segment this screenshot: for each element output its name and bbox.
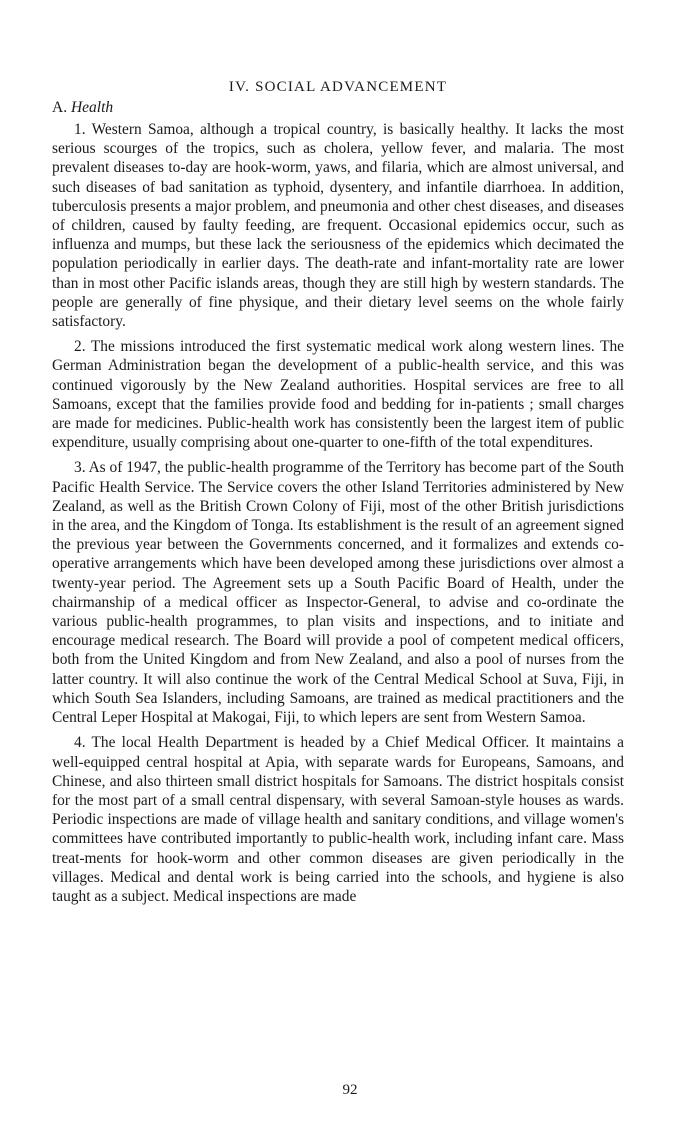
document-page [52, 78, 624, 912]
paragraph-2: 2. The missions introduced the first systematic medical work along western lines. The German Administration began the development of a public-health service, and this was continued vigorously by the New Zealand authorities. Hospital services are free to all Samoans, except that the families provide food and bedding for in-patients ; small charges are made for medicines. Public-health work has consistently been the largest item of public expenditure, usually comprising about one-quarter to one-fifth of the total expenditures. [52, 338, 624, 452]
subsection-title: Health [70, 99, 114, 116]
subsection-label: A. [52, 99, 68, 116]
paragraph-4: 4. The local Health Department is headed by a Chief Medical Officer. It maintains a well-equipped central hospital at Apia, with separate wards for Europeans, Samoans, and Chinese, and also thirteen small district hospitals for Samoans. The district hospitals consist for the most part of a small central dispensary, with several Samoan-style houses as wards. Periodic inspections are made of village health and sanitary conditions, and village women's committees have contributed importantly to public-health work, including infant care. Mass treat-ments for hook-worm and other common diseases are given periodically in the villages. Medical and dental work is being carried into the schools, and hygiene is also taught as a subject. Medical inspections are made [52, 734, 624, 905]
paragraph-1: 1. Western Samoa, although a tropical country, is basically healthy. It lacks the most serious scourges of the tropics, such as cholera, yellow fever, and malaria. The most prevalent diseases to-day are hook-worm, yaws, and filaria, which are almost universal, and such diseases of bad sanitation as typhoid, dysentery, and infantile diarrhoea. In addition, tuberculosis presents a major problem, and pneumonia and other chest diseases, and diseases of children, caused by faulty feeding, are frequent. Occasional epidemics occur, such as influenza and mumps, but these lack the seriousness of the epidemics which decimated the population periodically in earlier days. The death-rate and infant-mortality rate are lower than in most other Pacific islands areas, though they are still high by western standards. The people are generally of fine physique, and their dietary level seems on the whole fairly satisfactory. [52, 121, 624, 331]
subsection-heading [52, 98, 624, 118]
page-number: 92 [342, 1082, 358, 1098]
section-title: IV. SOCIAL ADVANCEMENT [228, 79, 448, 95]
paragraph-3: 3. As of 1947, the public-health programme of the Territory has become part of the South Pacific Health Service. The Service covers the other Island Territories administered by New Zealand, as well as the British Crown Colony of Fiji, most of the other British jurisdictions in the area, and the Kingdom of Tonga. Its establishment is the result of an agreement signed the previous year between the Governments concerned, and it formalizes and extends co-operative arrangements which have been developed among these jurisdictions over almost a twenty-year period. The Agreement sets up a South Pacific Board of Health, under the chairmanship of a medical officer as Inspector-General, to advise and co-ordinate the various public-health programmes, to plan visits and inspections, and to initiate and encourage medical research. The Board will provide a pool of competent medical officers, both from the United Kingdom and from New Zealand, and also a pool of nurses from the latter country. It will also continue the work of the Central Medical School at Suva, Fiji, in which South Sea Islanders, including Samoans, are trained as medical practitioners and the Central Leper Hospital at Makogai, Fiji, to which lepers are sent from Western Samoa. [52, 459, 624, 727]
